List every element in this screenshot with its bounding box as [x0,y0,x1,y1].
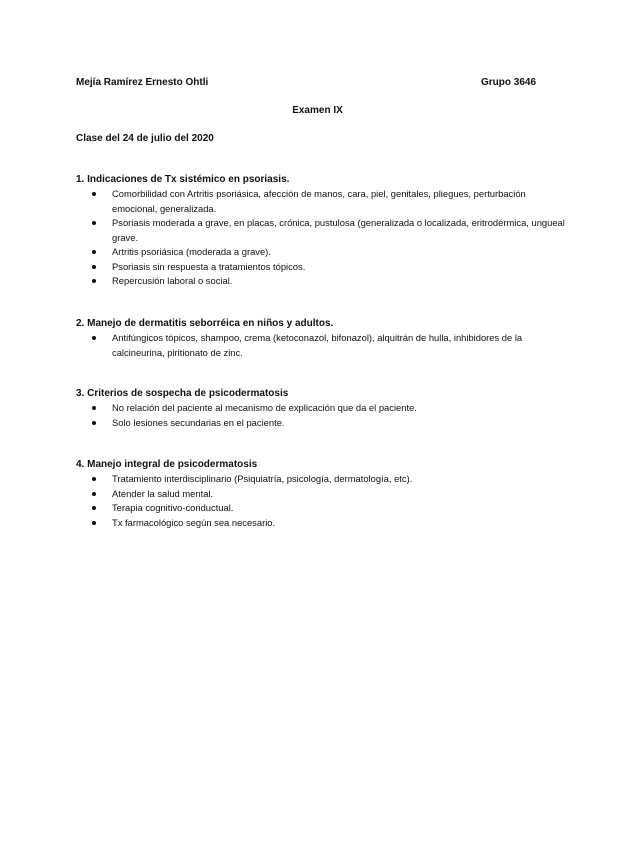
bullet-dot-icon [92,336,96,340]
bullet-list [76,472,566,530]
list-item-text: Psoriasis sin respuesta a tratamientos tópicos. [112,260,306,272]
author-name: Mejía Ramírez Ernesto Ohtli [76,77,209,88]
section-title: 2. Manejo de dermatitis seborréica en niños y adultos. [76,318,334,329]
list-item [76,245,566,260]
list-item [76,472,566,487]
bullet-dot-icon [92,221,96,225]
section-title: 1. Indicaciones de Tx sistémico en psoriasis. [76,174,290,185]
list-item [76,331,566,360]
list-item-text: Tratamiento interdisciplinario (Psiquiatría, psicología, dermatología, etc). [112,473,413,484]
bullet-dot-icon [92,492,96,496]
group-number: Grupo 3646 [481,77,537,88]
bullet-dot-icon [92,521,96,525]
bullet-dot-icon [92,279,96,283]
list-item [76,274,566,289]
section-sistemic-treatment [76,173,566,289]
bullet-dot-icon [92,192,96,196]
bullet-dot-icon [92,477,96,481]
bullet-dot-icon [92,406,96,410]
bullet-list [76,331,566,360]
list-item [76,401,566,416]
section-seborrheic-dermatitis [76,317,566,360]
section-title: 4. Manejo integral de psicodermatosis [76,459,258,470]
list-item-text: Repercusión laboral o social. [112,275,233,286]
list-item [76,416,566,431]
list-item [76,216,566,245]
list-item-text: Terapia cognitivo-conductual. [112,502,234,513]
list-item [76,187,566,216]
bullet-list [76,187,566,289]
bullet-dot-icon [92,506,96,510]
section-psychodermatosis-criteria [76,387,566,430]
bullet-list [76,401,566,430]
list-item-text: Atender la salud mental. [112,487,214,499]
list-item-text: Artritis psoriásica (moderada a grave). [112,246,271,257]
list-item-text: No relación del paciente al mecanismo de explicación que da el paciente. [112,402,417,413]
list-item-text: Psoriasis moderada a grave, en placas, crónica, pustulosa (generalizada o localizada, eritrodérmica, ungueal grave. [112,217,565,243]
bullet-dot-icon [92,421,96,425]
list-item [76,501,566,516]
list-item [76,487,566,502]
bullet-dot-icon [92,265,96,269]
section-title: 3. Criterios de sospecha de psicodermatosis [76,388,289,399]
list-item [76,260,566,275]
list-item-text: Comorbilidad con Artritis psoriásica, afección de manos, cara, piel, genitales, pliegues, perturbación emocional, generalizada. [112,188,526,214]
section-psychodermatosis-management [76,458,566,530]
bullet-dot-icon [92,250,96,254]
class-date: Clase del 24 de julio del 2020 [76,133,214,144]
list-item-text: Solo lesiones secundarias en el paciente. [112,416,285,428]
exam-title: Examen IX [292,105,343,116]
list-item [76,516,566,531]
list-item-text: Antifúngicos tópicos, shampoo, crema (ketoconazol, bifonazol), alquitrán de hulla, inhibidores de la calcineurina, piritionato de zinc. [112,332,523,358]
list-item-text: Tx farmacológico según sea necesario. [112,516,276,528]
